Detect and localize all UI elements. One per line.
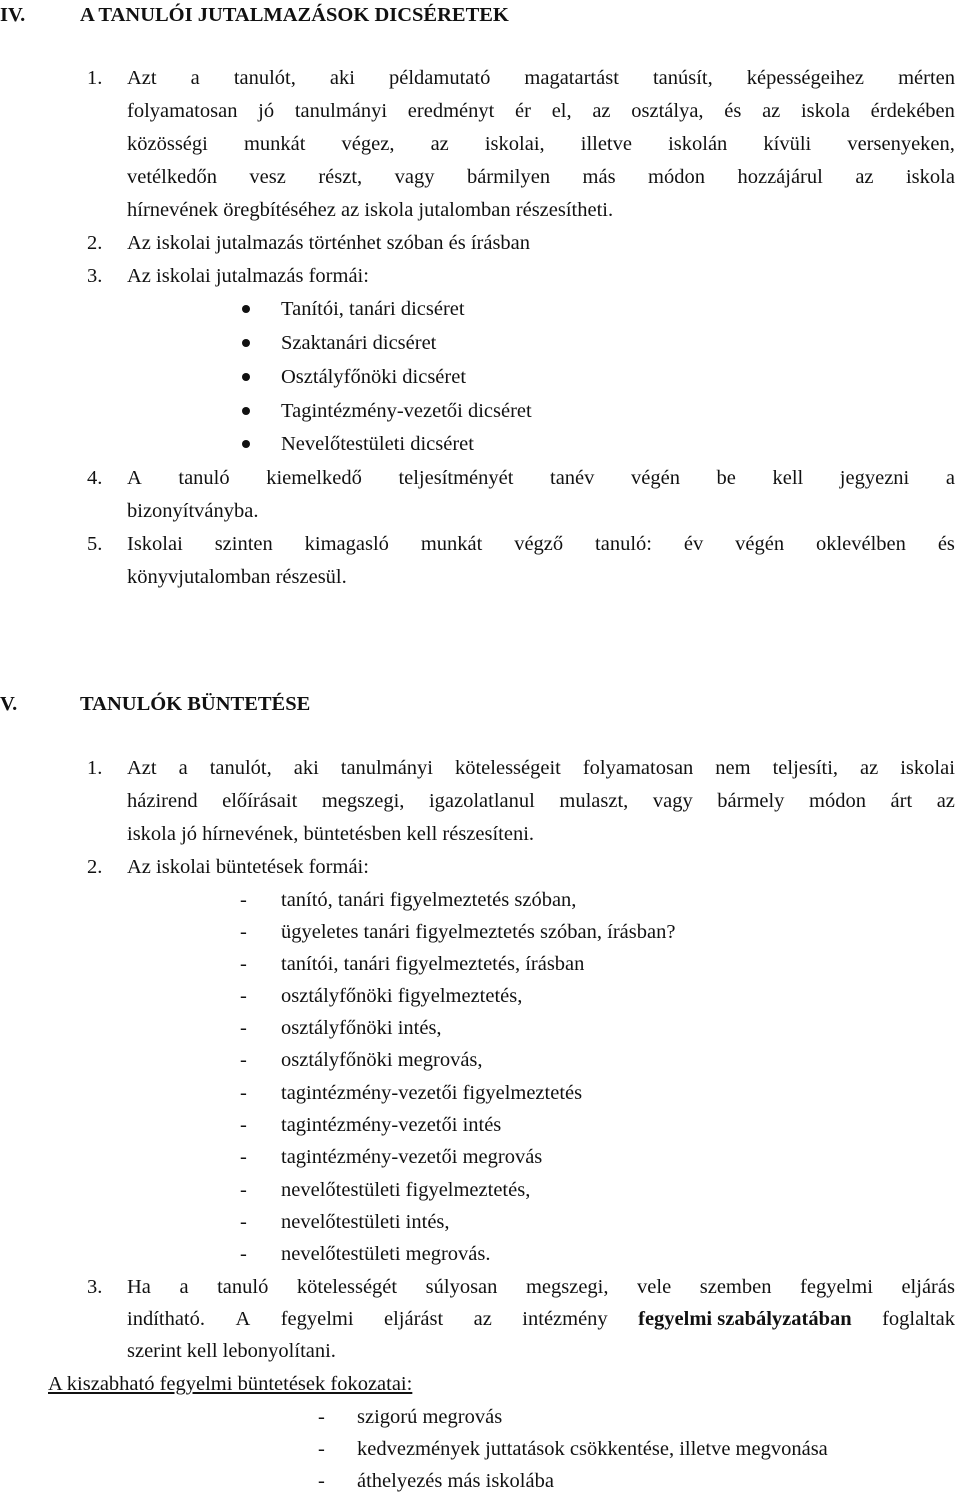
item-number: 4. xyxy=(87,467,103,489)
list-item: tagintézmény-vezetői intés xyxy=(281,1114,502,1136)
list-item: nevelőtestületi figyelmeztetés, xyxy=(281,1179,531,1201)
paragraph-line: A tanuló kiemelkedő teljesítményét tanév végén be kell jegyezni a xyxy=(127,467,955,489)
item-number: 2. xyxy=(87,856,103,878)
dash-marker: - xyxy=(240,889,247,911)
item-number: 3. xyxy=(87,1276,103,1298)
list-item: tagintézmény-vezetői figyelmeztetés xyxy=(281,1082,583,1104)
dash-marker: - xyxy=(240,921,247,943)
dash-marker: - xyxy=(240,1049,247,1071)
paragraph-line: bizonyítványba. xyxy=(127,500,259,522)
paragraph-line: Az iskolai jutalmazás formái: xyxy=(127,265,369,287)
item-number: 1. xyxy=(87,757,103,779)
list-item: Szaktanári dicséret xyxy=(281,332,437,354)
bold-phrase: fegyelmi szabályzatában xyxy=(638,1308,852,1330)
list-item: nevelőtestületi megrovás. xyxy=(281,1243,491,1265)
bullet-icon xyxy=(242,373,250,381)
item-number: 3. xyxy=(87,265,103,287)
paragraph-line: Ha a tanuló kötelességét súlyosan megszegi, vele szemben fegyelmi eljárás xyxy=(127,1276,955,1298)
paragraph-line: folyamatosan jó tanulmányi eredményt ér el, az osztálya, és az iskola érdekében xyxy=(127,100,955,122)
section-4-number: IV. xyxy=(0,4,26,26)
dash-marker: - xyxy=(240,1243,247,1265)
paragraph-line: Azt a tanulót, aki példamutató magatartást tanúsít, képességeihez mérten xyxy=(127,67,955,89)
section-4-title: A TANULÓI JUTALMAZÁSOK DICSÉRETEK xyxy=(80,4,509,26)
section-5-title: TANULÓK BÜNTETÉSE xyxy=(80,693,311,715)
dash-marker: - xyxy=(240,1114,247,1136)
list-item: szigorú megrovás xyxy=(357,1406,503,1428)
dash-marker: - xyxy=(240,1179,247,1201)
paragraph-line: szerint kell lebonyolítani. xyxy=(127,1340,336,1362)
bullet-icon xyxy=(242,440,250,448)
item-number: 1. xyxy=(87,67,103,89)
list-item: tagintézmény-vezetői megrovás xyxy=(281,1146,543,1168)
bullet-icon xyxy=(242,339,250,347)
paragraph-line: vetélkedőn vesz részt, vagy bármilyen más módon hozzájárul az iskola xyxy=(127,166,955,188)
paragraph-line: házirend előírásait megszegi, igazolatlanul mulaszt, vagy bármely módon árt az xyxy=(127,790,955,812)
dash-marker: - xyxy=(318,1470,325,1492)
list-item: tanítói, tanári figyelmeztetés, írásban xyxy=(281,953,585,975)
list-item: ügyeletes tanári figyelmeztetés szóban, írásban? xyxy=(281,921,676,943)
list-item: kedvezmények juttatások csökkentése, illetve megvonása xyxy=(357,1438,828,1460)
dash-marker: - xyxy=(318,1406,325,1428)
paragraph-line: Iskolai szinten kimagasló munkát végző tanuló: év végén oklevélben és xyxy=(127,533,955,555)
section-5-number: V. xyxy=(0,693,18,715)
list-item: Nevelőtestületi dicséret xyxy=(281,433,474,455)
list-item: Tagintézmény-vezetői dicséret xyxy=(281,400,532,422)
paragraph-line: Azt a tanulót, aki tanulmányi kötelességeit folyamatosan nem teljesíti, az iskolai xyxy=(127,757,955,779)
list-item: áthelyezés más iskolába xyxy=(357,1470,554,1492)
list-item: osztályfőnöki intés, xyxy=(281,1017,442,1039)
dash-marker: - xyxy=(318,1438,325,1460)
paragraph-line: iskola jó hírnevének, büntetésben kell részesíteni. xyxy=(127,823,535,845)
item-number: 2. xyxy=(87,232,103,254)
bullet-icon xyxy=(242,305,250,313)
dash-marker: - xyxy=(240,1082,247,1104)
list-item: tanító, tanári figyelmeztetés szóban, xyxy=(281,889,577,911)
paragraph-line: indítható. A fegyelmi eljárást az intézmény fegyelmi szabályzatában foglaltak xyxy=(127,1308,955,1330)
list-item: osztályfőnöki figyelmeztetés, xyxy=(281,985,523,1007)
list-item: osztályfőnöki megrovás, xyxy=(281,1049,483,1071)
levels-heading: A kiszabható fegyelmi büntetések fokozatai: xyxy=(48,1373,413,1395)
paragraph-line: Az iskolai jutalmazás történhet szóban és írásban xyxy=(127,232,531,254)
paragraph-line: hírnevének öregbítéséhez az iskola jutalomban részesítheti. xyxy=(127,199,614,221)
list-item: Tanítói, tanári dicséret xyxy=(281,298,465,320)
item-number: 5. xyxy=(87,533,103,555)
paragraph-line: közösségi munkát végez, az iskolai, illetve iskolán kívüli versenyeken, xyxy=(127,133,955,155)
paragraph-line: könyvjutalomban részesül. xyxy=(127,566,347,588)
dash-marker: - xyxy=(240,1146,247,1168)
dash-marker: - xyxy=(240,985,247,1007)
dash-marker: - xyxy=(240,953,247,975)
dash-marker: - xyxy=(240,1017,247,1039)
list-item: Osztályfőnöki dicséret xyxy=(281,366,467,388)
list-item: nevelőtestületi intés, xyxy=(281,1211,450,1233)
paragraph-line: Az iskolai büntetések formái: xyxy=(127,856,369,878)
dash-marker: - xyxy=(240,1211,247,1233)
bullet-icon xyxy=(242,407,250,415)
